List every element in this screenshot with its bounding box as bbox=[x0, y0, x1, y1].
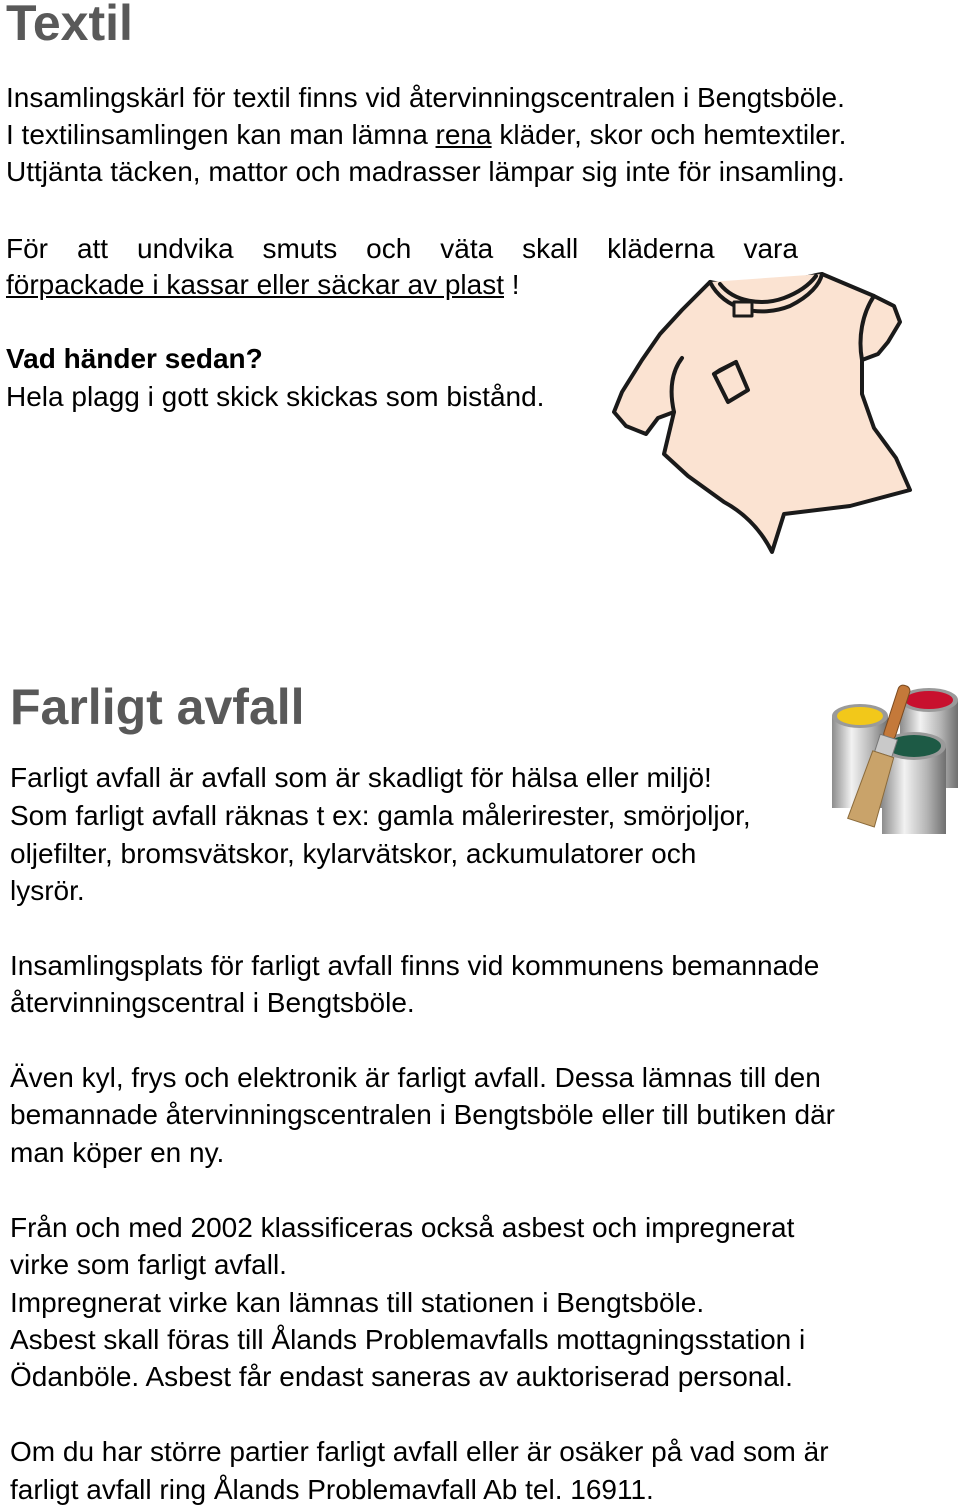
textil-p2-line1 bbox=[6, 233, 798, 265]
word: skall bbox=[522, 233, 579, 264]
textil-p1-line2-post: kläder, skor och hemtextiler. bbox=[491, 119, 847, 150]
word: vara bbox=[743, 233, 798, 264]
textil-p3: Hela plagg i gott skick skickas som bistånd. bbox=[6, 381, 545, 412]
farligt-p4-line5: Ödanböle. Asbest får endast saneras av auktoriserad personal. bbox=[10, 1361, 793, 1392]
textil-p1-line2-pre: I textilinsamlingen kan man lämna bbox=[6, 119, 436, 150]
farligt-p3-line1: Även kyl, frys och elektronik är farligt avfall. Dessa lämnas till den bbox=[10, 1062, 821, 1093]
farligt-p1-line2: Som farligt avfall räknas t ex: gamla målerirester, smörjoljor, bbox=[10, 800, 751, 831]
farligt-p1-line3: oljefilter, bromsvätskor, kylarvätskor, ackumulatorer och bbox=[10, 838, 697, 869]
farligt-p3-line2: bemannade återvinningscentralen i Bengtsböle eller till butiken där bbox=[10, 1099, 835, 1130]
farligt-p1-line1: Farligt avfall är avfall som är skadligt för hälsa eller miljö! bbox=[10, 762, 712, 793]
farligt-p2-line1: Insamlingsplats för farligt avfall finns vid kommunens bemannade bbox=[10, 950, 820, 981]
word: och bbox=[366, 233, 412, 264]
farligt-p5-line1: Om du har större partier farligt avfall eller är osäker på vad som är bbox=[10, 1436, 829, 1467]
textil-subheading: Vad händer sedan? bbox=[6, 343, 263, 374]
textil-p1-line3: Uttjänta täcken, mattor och madrasser lämpar sig inte för insamling. bbox=[6, 156, 845, 187]
textil-p1-line2 bbox=[6, 121, 846, 149]
word: smuts bbox=[262, 233, 338, 264]
farligt-p4-line4: Asbest skall föras till Ålands Problemavfalls mottagningsstation i bbox=[10, 1324, 806, 1355]
farligt-p4-line2: virke som farligt avfall. bbox=[10, 1249, 287, 1280]
paint-cans-brush-illustration bbox=[826, 678, 960, 836]
word: väta bbox=[440, 233, 494, 264]
farligt-p2-line2: återvinningscentral i Bengtsböle. bbox=[10, 987, 415, 1018]
farligt-p1-line4: lysrör. bbox=[10, 875, 85, 906]
underlined-phrase: förpackade i kassar eller säckar av plast bbox=[6, 269, 504, 300]
textil-p1-line1: Insamlingskärl för textil finns vid återvinningscentralen i Bengtsböle. bbox=[6, 82, 845, 113]
word: kläderna bbox=[607, 233, 715, 264]
farligt-p5-line2: farligt avfall ring Ålands Problemavfall Ab tel. 16911. bbox=[10, 1474, 654, 1505]
tshirt-illustration bbox=[612, 262, 917, 562]
word: undvika bbox=[137, 233, 234, 264]
farligt-p4-line1: Från och med 2002 klassificeras också asbest och impregnerat bbox=[10, 1212, 795, 1243]
exclamation: ! bbox=[504, 269, 520, 300]
farligt-p4-line3: Impregnerat virke kan lämnas till stationen i Bengtsböle. bbox=[10, 1287, 705, 1318]
word: För bbox=[6, 233, 48, 264]
word: att bbox=[76, 233, 109, 264]
farligt-heading: Farligt avfall bbox=[10, 679, 305, 735]
farligt-p3-line3: man köper en ny. bbox=[10, 1137, 225, 1168]
textil-heading: Textil bbox=[6, 0, 133, 51]
underlined-word-rena: rena bbox=[435, 119, 492, 150]
textil-p2-line2 bbox=[6, 271, 520, 299]
